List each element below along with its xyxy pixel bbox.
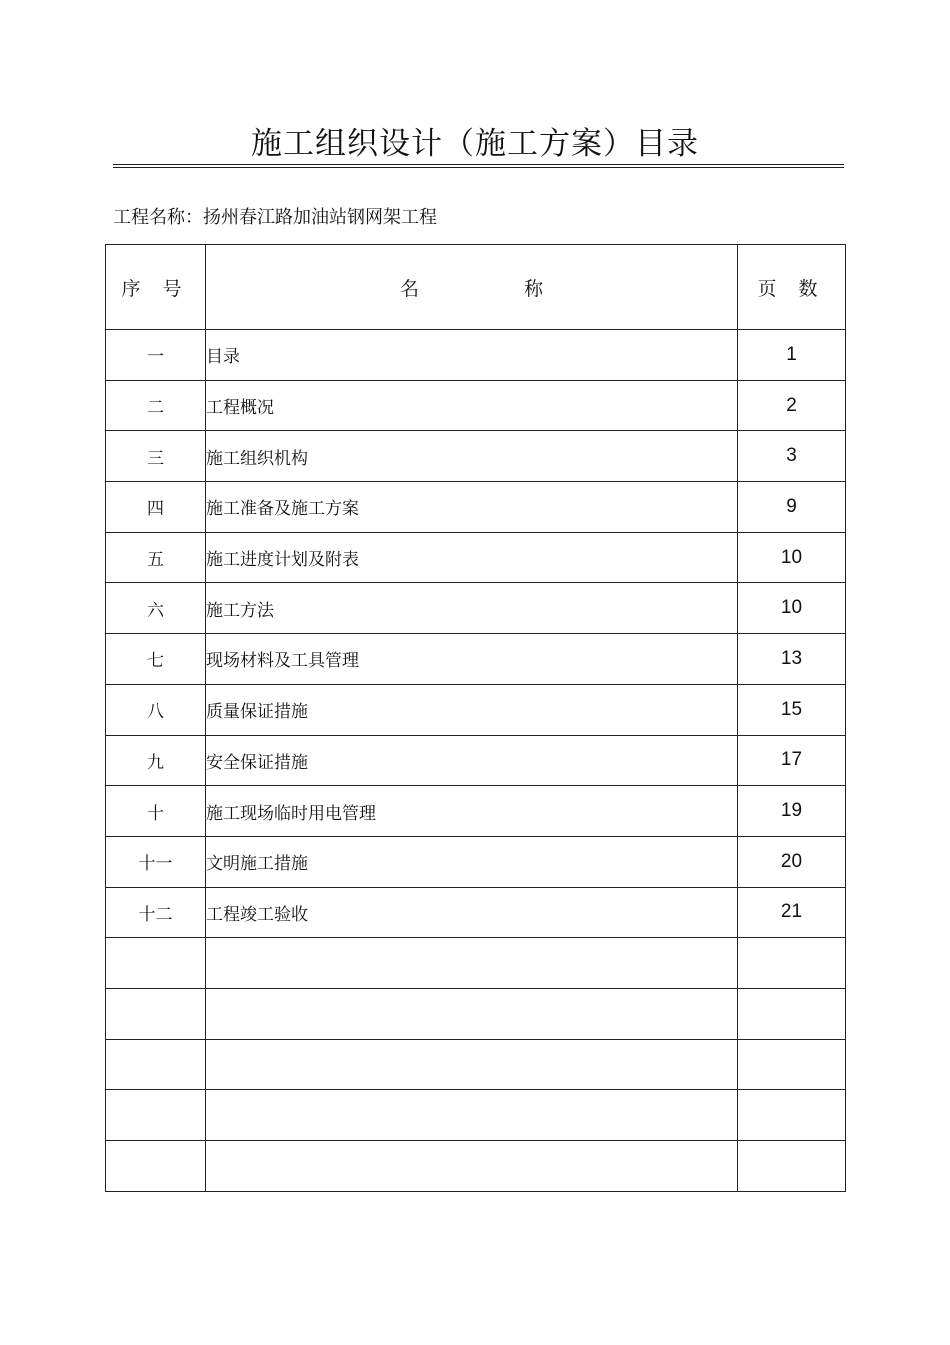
- table-row: [106, 1090, 846, 1141]
- table-row: [106, 532, 846, 583]
- row-name: [206, 1141, 738, 1192]
- table-row: [106, 634, 846, 685]
- row-name: 施工现场临时用电管理: [206, 786, 738, 837]
- row-name: 安全保证措施: [206, 735, 738, 786]
- document-title: 施工组织设计（施工方案）目录: [251, 126, 699, 162]
- row-name: 施工进度计划及附表: [206, 532, 738, 583]
- row-name: [206, 938, 738, 989]
- table-row: [106, 482, 846, 533]
- row-page: 10: [738, 532, 846, 583]
- row-page: [738, 1141, 846, 1192]
- row-page: [738, 988, 846, 1039]
- toc-table: [105, 244, 846, 1192]
- row-name: 施工方法: [206, 583, 738, 634]
- project-label: 工程名称：: [113, 207, 203, 228]
- table-row: [106, 735, 846, 786]
- row-number: [106, 1090, 206, 1141]
- row-name: [206, 988, 738, 1039]
- table-row: [106, 836, 846, 887]
- row-name: 施工组织机构: [206, 431, 738, 482]
- row-number: 六: [106, 583, 206, 634]
- table-row: [106, 988, 846, 1039]
- row-number: [106, 1039, 206, 1090]
- row-number: 四: [106, 482, 206, 533]
- row-name: 工程概况: [206, 380, 738, 431]
- row-name: 工程竣工验收: [206, 887, 738, 938]
- row-page: [738, 1039, 846, 1090]
- table-row: [106, 786, 846, 837]
- row-page: 3: [738, 431, 846, 482]
- row-page: [738, 938, 846, 989]
- header-number: 序 号: [106, 245, 206, 330]
- table-row: [106, 938, 846, 989]
- table-row: [106, 1141, 846, 1192]
- table-row: [106, 330, 846, 381]
- header-name: [206, 245, 738, 330]
- table-row: [106, 887, 846, 938]
- header-name-part1: 名: [399, 277, 419, 300]
- row-number: 五: [106, 532, 206, 583]
- row-name: [206, 1039, 738, 1090]
- row-number: 一: [106, 330, 206, 381]
- row-number: [106, 1141, 206, 1192]
- table-row: [106, 583, 846, 634]
- row-number: 十二: [106, 887, 206, 938]
- row-number: 三: [106, 431, 206, 482]
- row-number: 九: [106, 735, 206, 786]
- row-page: 13: [738, 634, 846, 685]
- row-name: 现场材料及工具管理: [206, 634, 738, 685]
- row-name: [206, 1090, 738, 1141]
- row-number: [106, 938, 206, 989]
- row-page: 19: [738, 786, 846, 837]
- row-page: 17: [738, 735, 846, 786]
- row-name: 质量保证措施: [206, 684, 738, 735]
- row-page: [738, 1090, 846, 1141]
- row-name: 目录: [206, 330, 738, 381]
- row-number: 二: [106, 380, 206, 431]
- toc-header-row: [106, 245, 846, 330]
- row-page: 1: [738, 330, 846, 381]
- row-page: 2: [738, 380, 846, 431]
- table-row: [106, 380, 846, 431]
- row-page: 9: [738, 482, 846, 533]
- row-page: 15: [738, 684, 846, 735]
- project-name: 扬州春江路加油站钢网架工程: [203, 207, 437, 228]
- table-row: [106, 431, 846, 482]
- table-row: [106, 684, 846, 735]
- row-number: [106, 988, 206, 1039]
- project-line: [113, 203, 437, 229]
- row-page: 10: [738, 583, 846, 634]
- row-number: 八: [106, 684, 206, 735]
- row-name: 施工准备及施工方案: [206, 482, 738, 533]
- header-page: 页 数: [738, 245, 846, 330]
- title-double-rule: [113, 164, 844, 168]
- row-name: 文明施工措施: [206, 836, 738, 887]
- row-page: 20: [738, 836, 846, 887]
- row-number: 十一: [106, 836, 206, 887]
- row-page: 21: [738, 887, 846, 938]
- table-row: [106, 1039, 846, 1090]
- row-number: 七: [106, 634, 206, 685]
- header-name-part2: 称: [524, 277, 544, 300]
- row-number: 十: [106, 786, 206, 837]
